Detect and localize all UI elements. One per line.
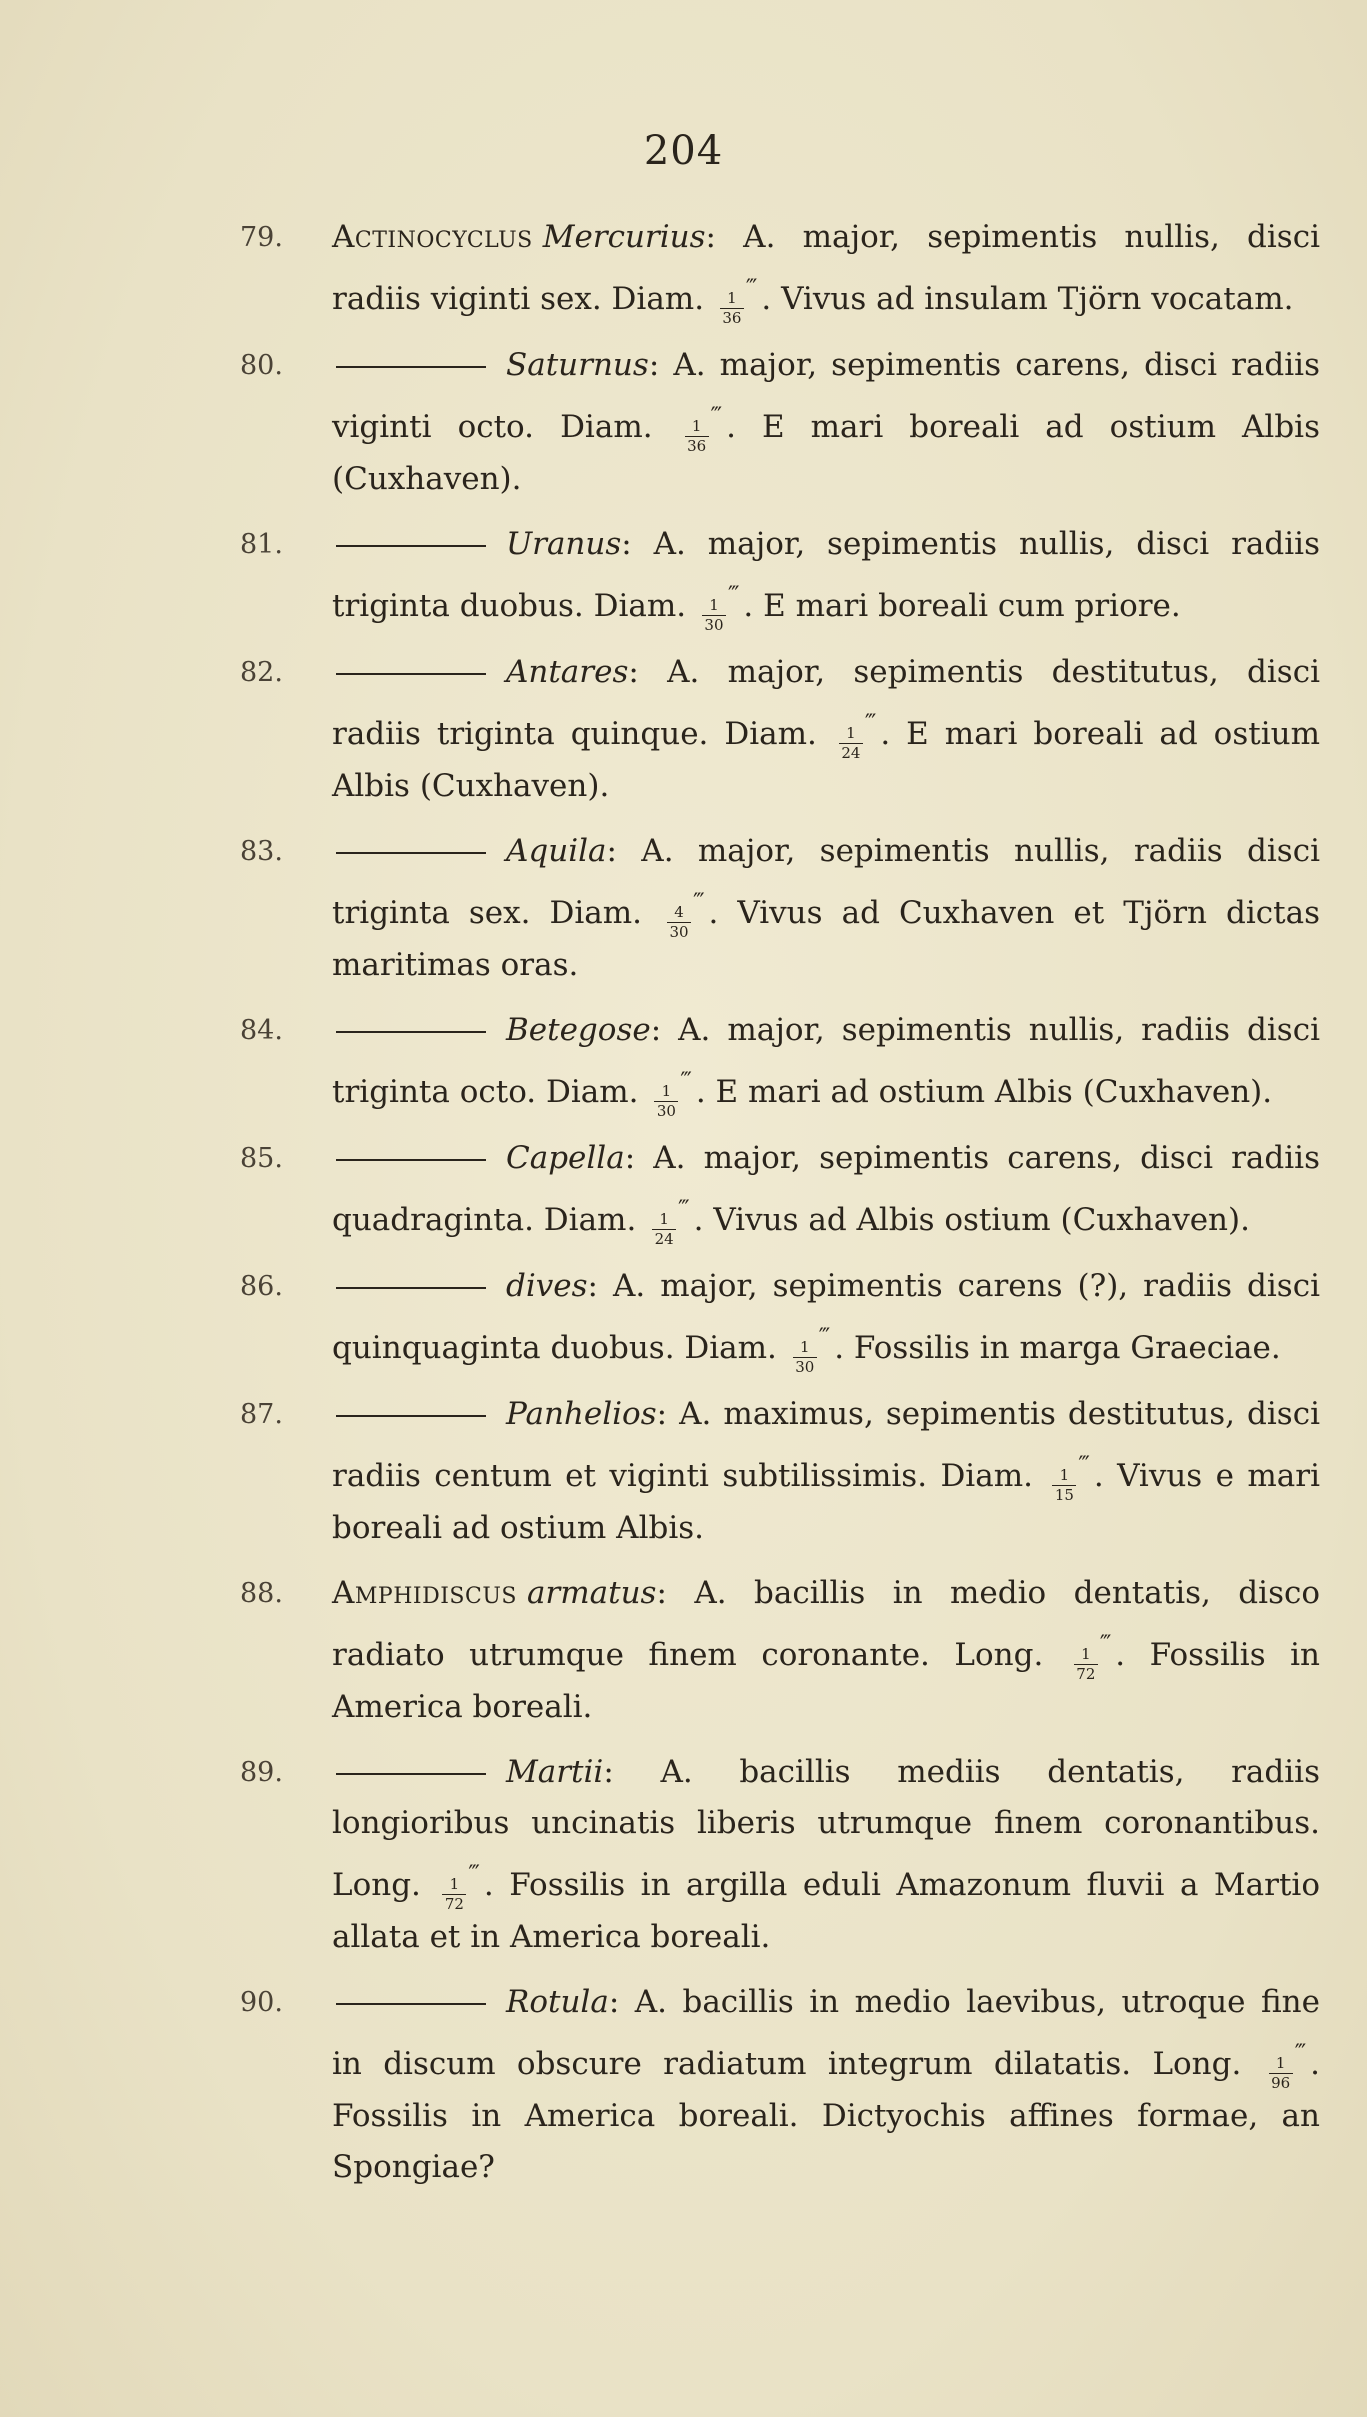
species-entry: [240, 340, 1320, 505]
entry-number: 88 .: [240, 1568, 310, 1619]
entry-locality: . E mari boreali ad ostium Albis (Cuxhaven).: [332, 409, 1320, 497]
genus-name: Amphidiscus: [332, 1575, 517, 1611]
fraction: [702, 598, 726, 633]
line-unit-mark: ‴: [1294, 2041, 1307, 2066]
ditto-dash: [336, 1773, 486, 1775]
fraction-denominator: 24: [841, 744, 861, 762]
fraction-numerator: 1: [709, 596, 719, 614]
entry-number: 82 .: [240, 647, 310, 698]
fraction: [839, 726, 863, 761]
species-entry: [240, 519, 1320, 633]
line-unit-mark: ‴: [1099, 1632, 1112, 1657]
entry-number: 87 .: [240, 1389, 310, 1440]
fraction: [652, 1212, 676, 1247]
fraction: [654, 1084, 678, 1119]
fraction: [1269, 2056, 1293, 2091]
fraction: [685, 419, 709, 454]
species-list: [240, 212, 1320, 2207]
species-entry: [240, 1747, 1320, 1963]
fraction-numerator: 1: [1059, 1466, 1070, 1484]
fraction-denominator: 72: [444, 1895, 464, 1913]
entry-number: 79 .: [240, 212, 310, 263]
species-entry: [240, 1133, 1320, 1247]
line-unit-mark: ‴: [745, 276, 758, 301]
ditto-dash: [336, 1159, 486, 1161]
entry-number: 90 .: [240, 1977, 310, 2028]
entry-locality: . E mari boreali cum priore.: [743, 588, 1181, 624]
species-name: Saturnus: [506, 347, 649, 383]
entry-description: : A. bacillis in medio laevibus, utroque fine in discum obscure radiatum integrum dilatatis. Long.: [332, 1984, 1320, 2082]
species-entry: [240, 647, 1320, 812]
species-entry: [240, 1977, 1320, 2193]
entry-description: : A. bacillis mediis dentatis, radiis longioribus uncinatis liberis utrumque finem coronantibus. Long.: [332, 1754, 1320, 1903]
entry-locality: . Vivus e mari boreali ad ostium Albis.: [332, 1458, 1320, 1546]
line-unit-mark: ‴: [818, 1325, 831, 1350]
line-unit-mark: ‴: [680, 1069, 692, 1094]
ditto-dash: [336, 366, 486, 368]
line-unit-mark: ‴: [693, 890, 705, 915]
fraction-numerator: 4: [674, 903, 684, 921]
fraction-numerator: 1: [799, 1338, 810, 1356]
ditto-dash: [336, 545, 486, 547]
entry-number: 85 .: [240, 1133, 310, 1184]
page-number: 204: [643, 128, 724, 174]
fraction-denominator: 15: [1054, 1486, 1074, 1504]
fraction-numerator: 1: [846, 724, 856, 742]
species-name: dives: [506, 1268, 588, 1304]
entry-locality: . Fossilis in argilla eduli Amazonum fluvii a Martio allata et in America boreali.: [332, 1867, 1320, 1955]
line-unit-mark: ‴: [1078, 1453, 1090, 1478]
entry-description: : A. major, sepimentis carens (?), radiis disci quinquaginta duobus. Diam.: [332, 1268, 1320, 1366]
entry-description: : A. major, sepimentis nullis, radiis disci triginta sex. Diam.: [332, 833, 1320, 931]
species-name: Panhelios: [506, 1396, 657, 1432]
species-name: Uranus: [506, 526, 622, 562]
fraction-denominator: 30: [704, 616, 724, 634]
species-name: armatus: [526, 1575, 657, 1611]
entry-description: : A. major, sepimentis carens, disci radiis quadraginta. Diam.: [332, 1140, 1320, 1238]
fraction-denominator: 96: [1271, 2074, 1291, 2092]
fraction-denominator: 24: [654, 1230, 674, 1248]
line-unit-mark: ‴: [864, 711, 877, 736]
entry-description: : A. major, sepimentis nullis, disci radiis viginti sex. Diam.: [332, 219, 1320, 317]
entry-locality: . Fossilis in America boreali.: [332, 1637, 1320, 1725]
ditto-dash: [336, 852, 486, 854]
fraction-denominator: 36: [722, 309, 742, 327]
fraction-denominator: 30: [795, 1358, 815, 1376]
fraction-numerator: 1: [1081, 1645, 1091, 1663]
species-name: Antares: [506, 654, 629, 690]
entry-locality: . Fossilis in marga Graeciae.: [834, 1330, 1281, 1366]
entry-number: 89 .: [240, 1747, 310, 1798]
line-unit-mark: ‴: [727, 583, 740, 608]
species-name: Aquila: [506, 833, 607, 869]
species-entry: [240, 1005, 1320, 1119]
ditto-dash: [336, 2003, 486, 2005]
entry-number: 86 .: [240, 1261, 310, 1312]
fraction-denominator: 72: [1076, 1665, 1096, 1683]
species-entry: [240, 1568, 1320, 1733]
fraction: [1074, 1647, 1098, 1682]
line-unit-mark: ‴: [678, 1197, 690, 1222]
species-name: Betegose: [506, 1012, 651, 1048]
line-unit-mark: ‴: [710, 404, 723, 429]
fraction: [667, 905, 691, 940]
fraction: [1052, 1468, 1076, 1503]
entry-locality: . E mari ad ostium Albis (Cuxhaven).: [695, 1074, 1273, 1110]
species-name: Capella: [506, 1140, 625, 1176]
fraction-denominator: 30: [669, 923, 689, 941]
entry-number: 84 .: [240, 1005, 310, 1056]
entry-number: 81 .: [240, 519, 310, 570]
species-entry: [240, 1261, 1320, 1375]
fraction-denominator: 36: [687, 437, 707, 455]
entry-description: : A. major, sepimentis carens, disci radiis viginti octo. Diam.: [332, 347, 1320, 445]
fraction-denominator: 30: [656, 1102, 676, 1120]
entry-locality: . Vivus ad Cuxhaven et Tjörn dictas maritimas oras.: [332, 895, 1320, 983]
entry-description: : A. maximus, sepimentis destitutus, disci radiis centum et viginti subtilissimis. Diam.: [332, 1396, 1320, 1494]
fraction: [793, 1340, 817, 1375]
ditto-dash: [336, 1415, 486, 1417]
entry-description: : A. major, sepimentis nullis, disci radiis triginta duobus. Diam.: [332, 526, 1320, 624]
species-name: Martii: [506, 1754, 604, 1790]
species-entry: [240, 1389, 1320, 1554]
species-entry: [240, 826, 1320, 991]
entry-description: : A. major, sepimentis nullis, radiis disci triginta octo. Diam.: [332, 1012, 1320, 1110]
entry-description: : A. major, sepimentis destitutus, disci radiis triginta quinque. Diam.: [332, 654, 1320, 752]
species-name: Rotula: [506, 1984, 609, 2020]
entry-locality: . Fossilis in America boreali. Dictyochis affines formae, an Spongiae?: [332, 2046, 1320, 2185]
entry-description: : A. bacillis in medio dentatis, disco radiato utrumque finem coronante. Long.: [332, 1575, 1320, 1673]
fraction-numerator: 1: [691, 417, 702, 435]
fraction-numerator: 1: [661, 1082, 672, 1100]
entry-locality: . Vivus ad Albis ostium (Cuxhaven).: [693, 1202, 1250, 1238]
genus-name: Actinocyclus: [332, 219, 533, 255]
ditto-dash: [336, 1287, 486, 1289]
entry-locality: . E mari boreali ad ostium Albis (Cuxhaven).: [332, 716, 1320, 804]
fraction-numerator: 1: [727, 289, 737, 307]
species-name: Mercurius: [542, 219, 706, 255]
entry-number: 83 .: [240, 826, 310, 877]
fraction-numerator: 1: [449, 1875, 460, 1893]
species-entry: [240, 212, 1320, 326]
fraction: [442, 1877, 466, 1912]
entry-number: 80 .: [240, 340, 310, 391]
ditto-dash: [336, 1031, 486, 1033]
fraction: [720, 291, 744, 326]
ditto-dash: [336, 673, 486, 675]
fraction-numerator: 1: [1275, 2054, 1286, 2072]
entry-locality: . Vivus ad insulam Tjörn vocatam.: [761, 281, 1294, 317]
line-unit-mark: ‴: [468, 1862, 480, 1887]
fraction-numerator: 1: [659, 1210, 669, 1228]
